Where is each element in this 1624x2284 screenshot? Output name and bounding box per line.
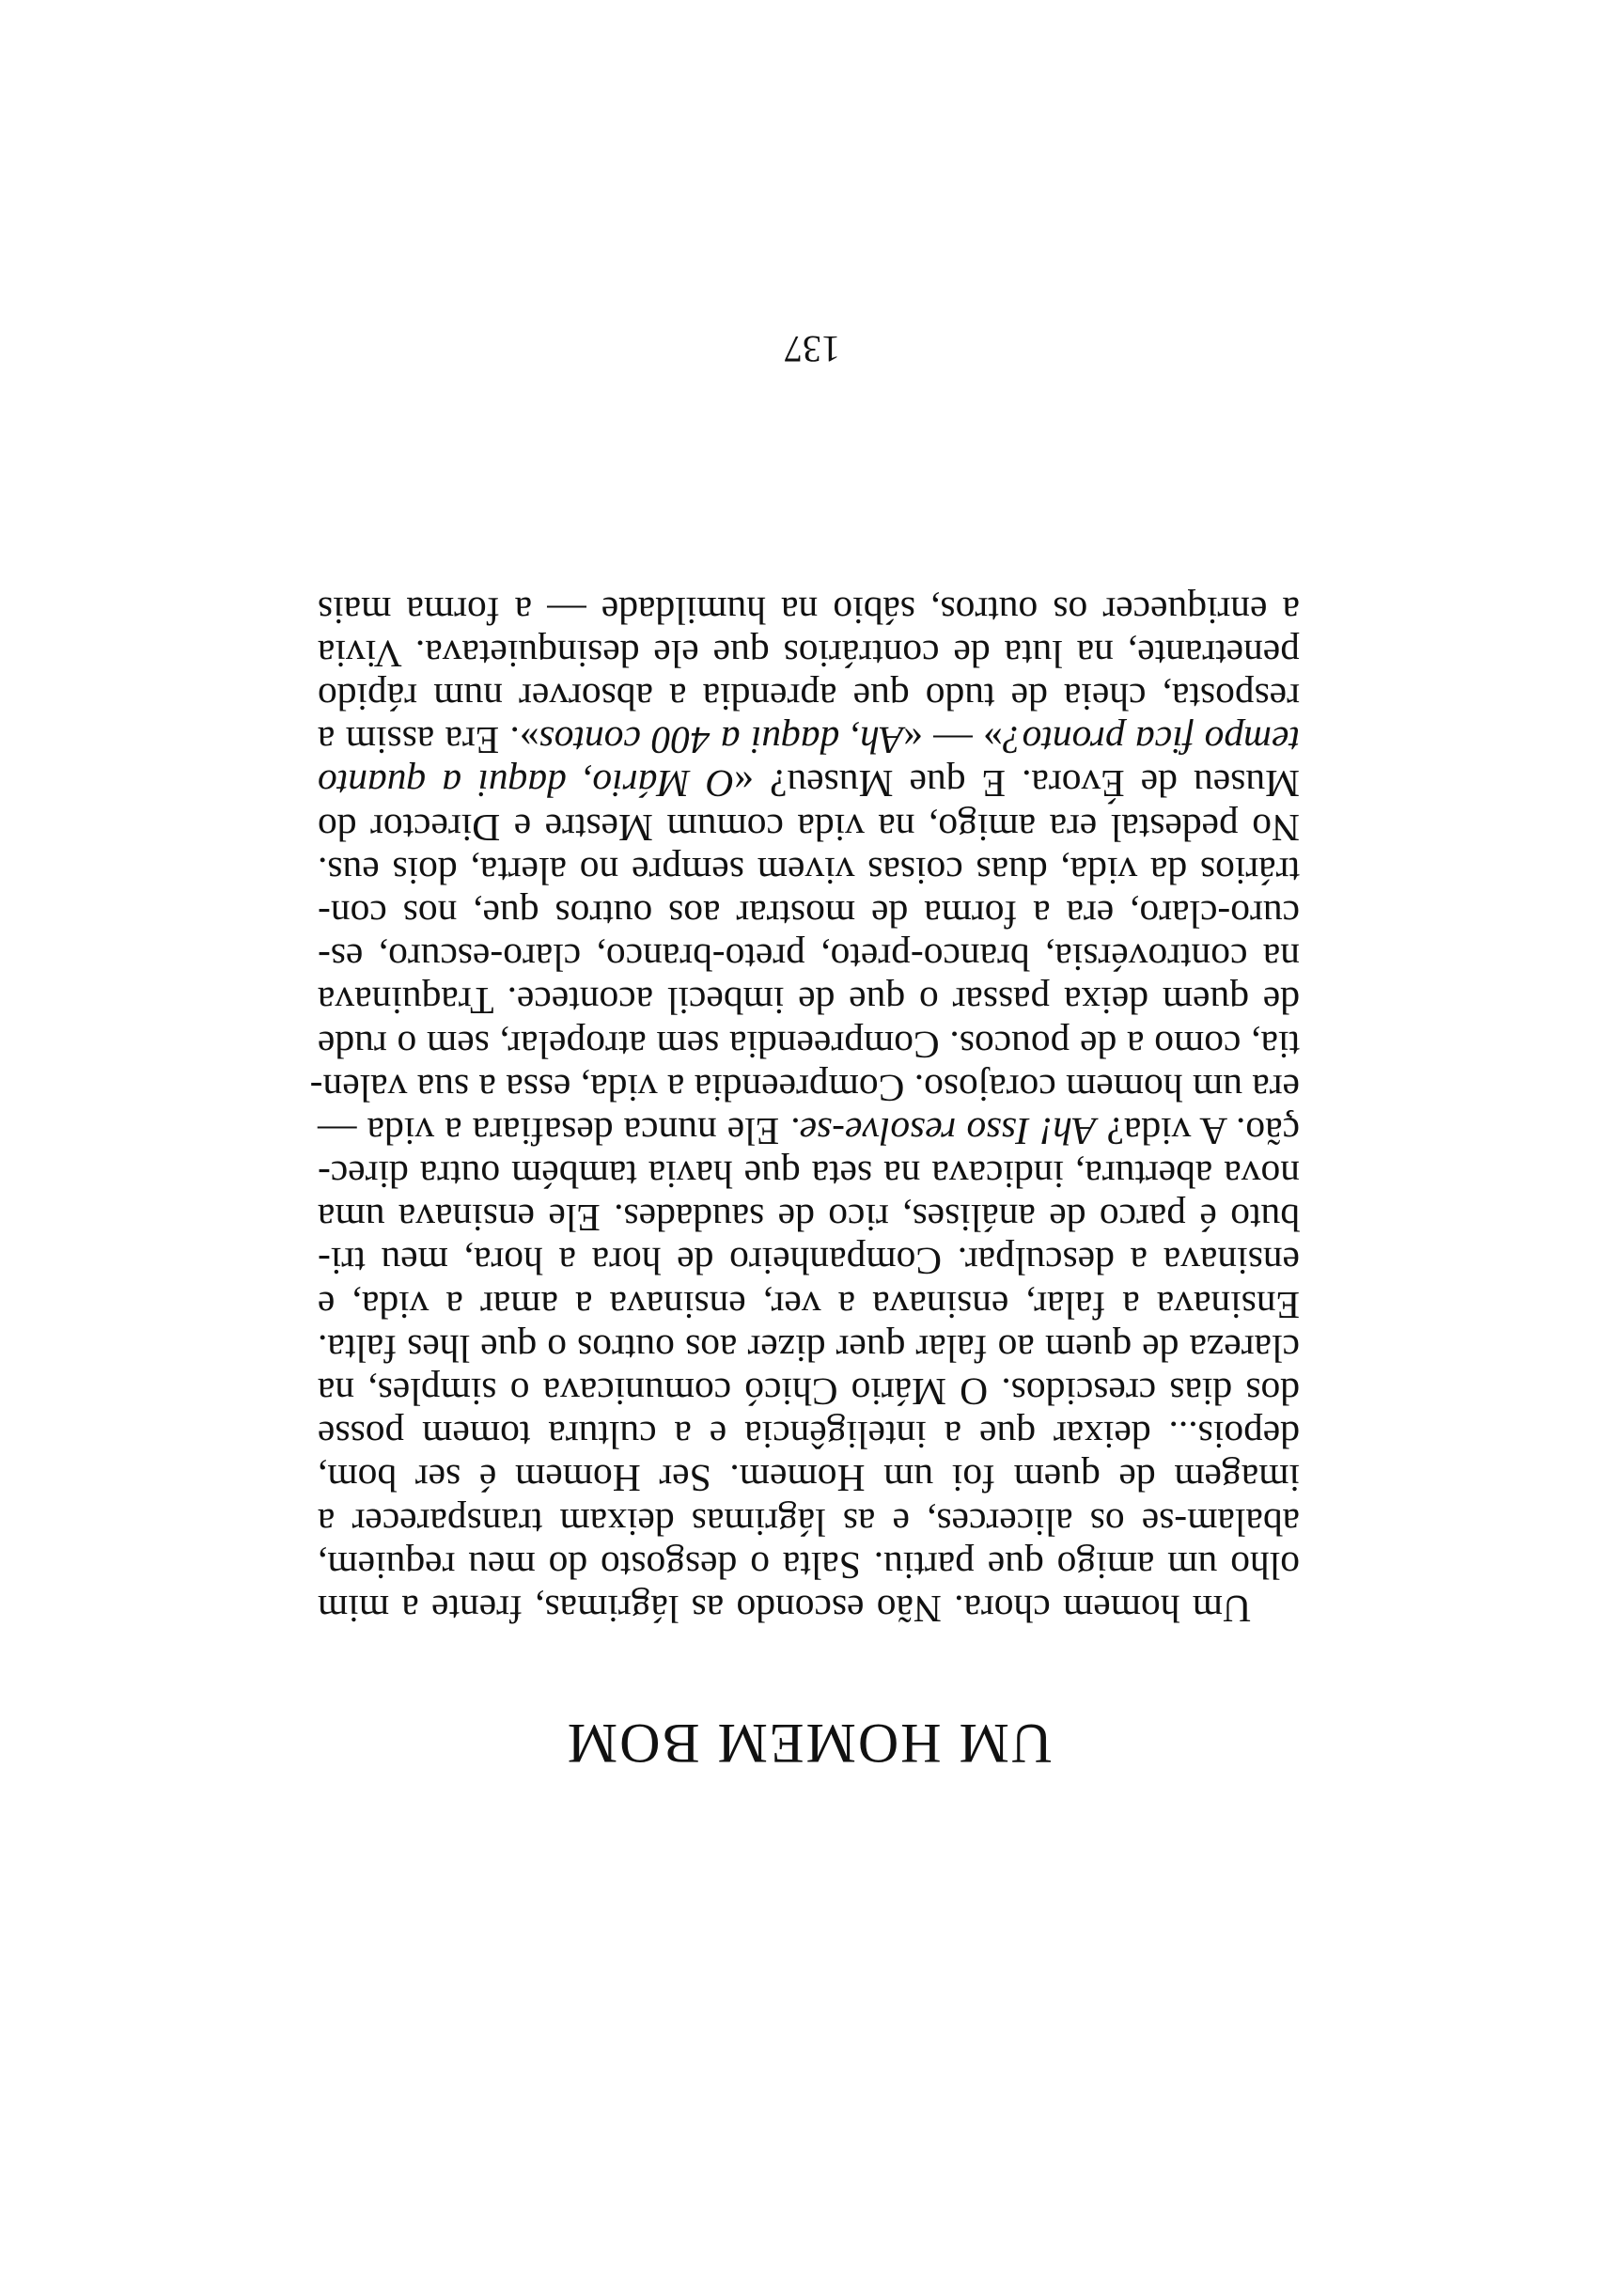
text-run: trários da vida, duas coisas vivem sempre no alerta, dois eus. <box>318 849 1300 893</box>
text-run: depois... deixar que a inteligência e a cultura tomem posse <box>318 1414 1300 1458</box>
text-run: tia, como a de poucos. Compreendia sem atropelar, sem o rude <box>318 1023 1300 1067</box>
text-run: dos dias crescidos. O Mário Chicó comunicava o simples, na <box>318 1370 1300 1415</box>
text-run: curo-claro, era a forma de mostrar aos outros que, nos con- <box>318 893 1300 936</box>
text-run: era um homem corajoso. Compreendia a vida, essa a sua valen- <box>309 1066 1300 1110</box>
text-run: imagem de quem foi um Homem. Ser Homem é ser bom, <box>318 1457 1300 1501</box>
text-line <box>318 893 1300 936</box>
text-run: resposta, cheia de tudo que aprendia a absorver num rápido <box>318 676 1300 720</box>
text-run: No pedestal era amigo, na vida comum Mestre e Director do <box>318 806 1300 850</box>
text-line <box>318 676 1300 719</box>
text-line <box>318 1414 1300 1457</box>
text-line <box>318 1153 1300 1197</box>
document-title: UM HOMEM BOM <box>565 1713 1053 1775</box>
text-run: ». Era assim a <box>317 719 539 763</box>
italic-quote: tempo fica pronto? <box>1002 719 1300 763</box>
text-line <box>318 1197 1300 1240</box>
text-line <box>318 762 1300 806</box>
text-run: a enriquecer os outros, sábio na humildade — a forma mais <box>318 588 1300 633</box>
text-line <box>318 1370 1300 1414</box>
text-run: nova abertura, indicava na seta que havia também outra direc- <box>318 1153 1300 1197</box>
text-run: Um homem chora. Não escondo as lágrimas, frente a mim <box>318 1588 1251 1631</box>
text-line <box>318 936 1300 979</box>
text-run: Ele nunca desafiara a vida — <box>318 1109 790 1153</box>
text-run: abalam-se os alicerces, e as lágrimas deixam transparecer a <box>318 1500 1300 1544</box>
text-line <box>318 1457 1300 1500</box>
text-run: » — « <box>903 719 1003 763</box>
text-line <box>318 589 1300 633</box>
text-run: Ensinava a falar, ensinava a ver, ensinava a amar a vida, e <box>318 1283 1300 1327</box>
text-line <box>318 850 1300 893</box>
body-paragraph <box>309 588 1300 1632</box>
text-line <box>318 1327 1300 1370</box>
text-line <box>318 979 1300 1023</box>
text-line <box>318 633 1300 676</box>
text-run: clareza de quem ao falar quer dizer aos outros o que lhes falta. <box>318 1326 1300 1370</box>
text-run: Museu de Évora. E que Museu? « <box>734 762 1300 806</box>
italic-quote: Ah, daqui a 400 contos <box>539 719 904 763</box>
text-run: ção. A vida? <box>1096 1109 1300 1153</box>
text-line <box>309 1066 1300 1110</box>
text-line <box>318 1500 1300 1543</box>
page-number: 137 <box>784 328 840 370</box>
text-line <box>318 1588 1300 1631</box>
text-run: ensinava a desculpar. Companheiro de hora a hora, meu tri- <box>318 1240 1300 1284</box>
document-content <box>309 588 1300 1775</box>
italic-quote: O Mário, daqui a quanto <box>318 762 735 806</box>
text-line <box>318 719 1300 762</box>
text-line <box>318 1023 1300 1066</box>
text-line <box>318 806 1300 849</box>
text-line <box>318 1110 1300 1153</box>
italic-quote: Ah! Isso resolve-se. <box>789 1109 1097 1153</box>
text-line <box>318 1544 1300 1588</box>
text-run: penetrante, na luta de contrários que ele desinquietava. Vivia <box>318 632 1300 676</box>
text-run: buto é parco de análises, rico de saudades. Ele ensinava uma <box>318 1197 1300 1241</box>
text-run: de quem deixa passar o que de imbecil acontece. Traquinava <box>318 979 1300 1024</box>
text-line <box>318 1284 1300 1327</box>
text-line <box>318 1240 1300 1283</box>
text-run: olho um amigo que partiu. Salta o desgosto do meu requiem, <box>318 1543 1300 1588</box>
text-run: na controvérsia, branco-preto, preto-branco, claro-escuro, es- <box>318 936 1300 980</box>
